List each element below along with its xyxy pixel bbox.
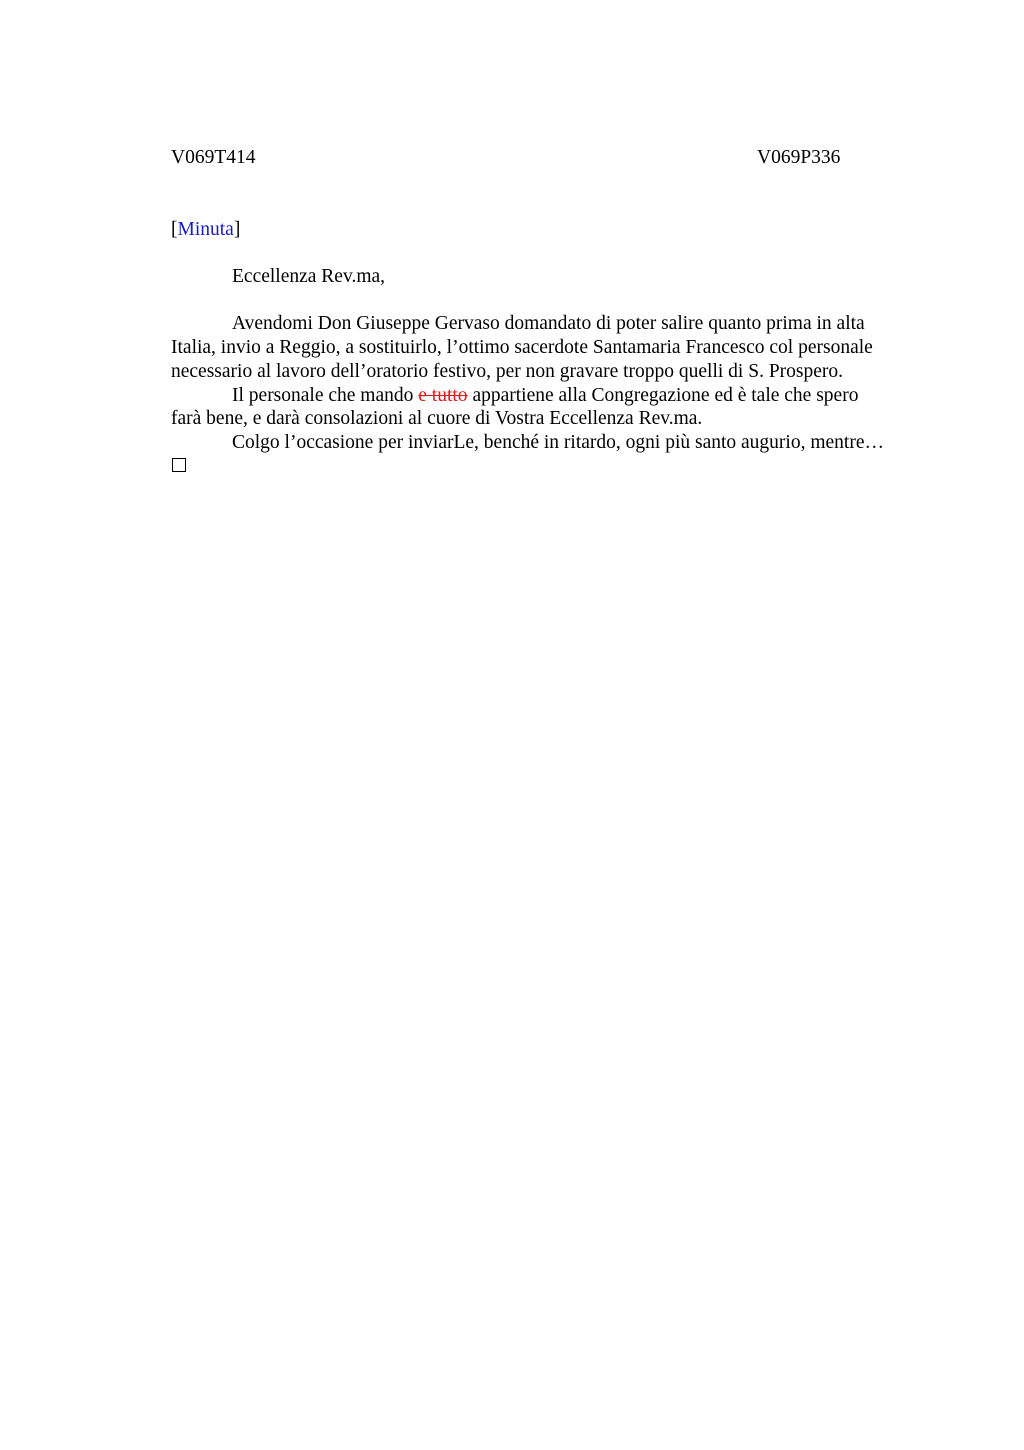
- letter-body: [171, 265, 931, 455]
- paragraph-1-line-1: Avendomi Don Giuseppe Gervaso domandato di poter salire quanto prima in alta: [232, 313, 865, 335]
- bracket-close: ]: [233, 219, 241, 240]
- paragraph-1: [171, 312, 931, 383]
- paragraph-3: Colgo l’occasione per inviarLe, benché in ritardo, ogni più santo augurio, mentre…: [232, 431, 884, 453]
- minuta-word: Minuta: [177, 219, 234, 240]
- document-code-left: V069T414: [171, 147, 256, 168]
- paragraph-2-line-2: farà bene, e darà consolazioni al cuore di Vostra Eccellenza Rev.ma.: [171, 408, 703, 430]
- paragraph-2-text-after: appartiene alla Congregazione ed è tale che spero: [467, 384, 859, 406]
- paragraph-1-line-2: Italia, invio a Reggio, a sostituirlo, l’ottimo sacerdote Santamaria Francesco col personale: [171, 337, 873, 359]
- paragraph-2: [171, 384, 931, 431]
- empty-box-icon: [172, 458, 186, 472]
- paragraph-2-line-1: [171, 384, 931, 408]
- salutation: Eccellenza Rev.ma,: [232, 266, 386, 287]
- paragraph-1-line-3: necessario al lavoro dell’oratorio festivo, per non gravare troppo quelli di S. Prospero.: [171, 360, 844, 382]
- struck-text: e tutto: [418, 384, 468, 406]
- minuta-label: [171, 218, 240, 242]
- document-code-right: V069P336: [757, 147, 841, 168]
- bracket-open: [: [171, 219, 178, 240]
- paragraph-2-text-before: Il personale che mando: [232, 384, 419, 406]
